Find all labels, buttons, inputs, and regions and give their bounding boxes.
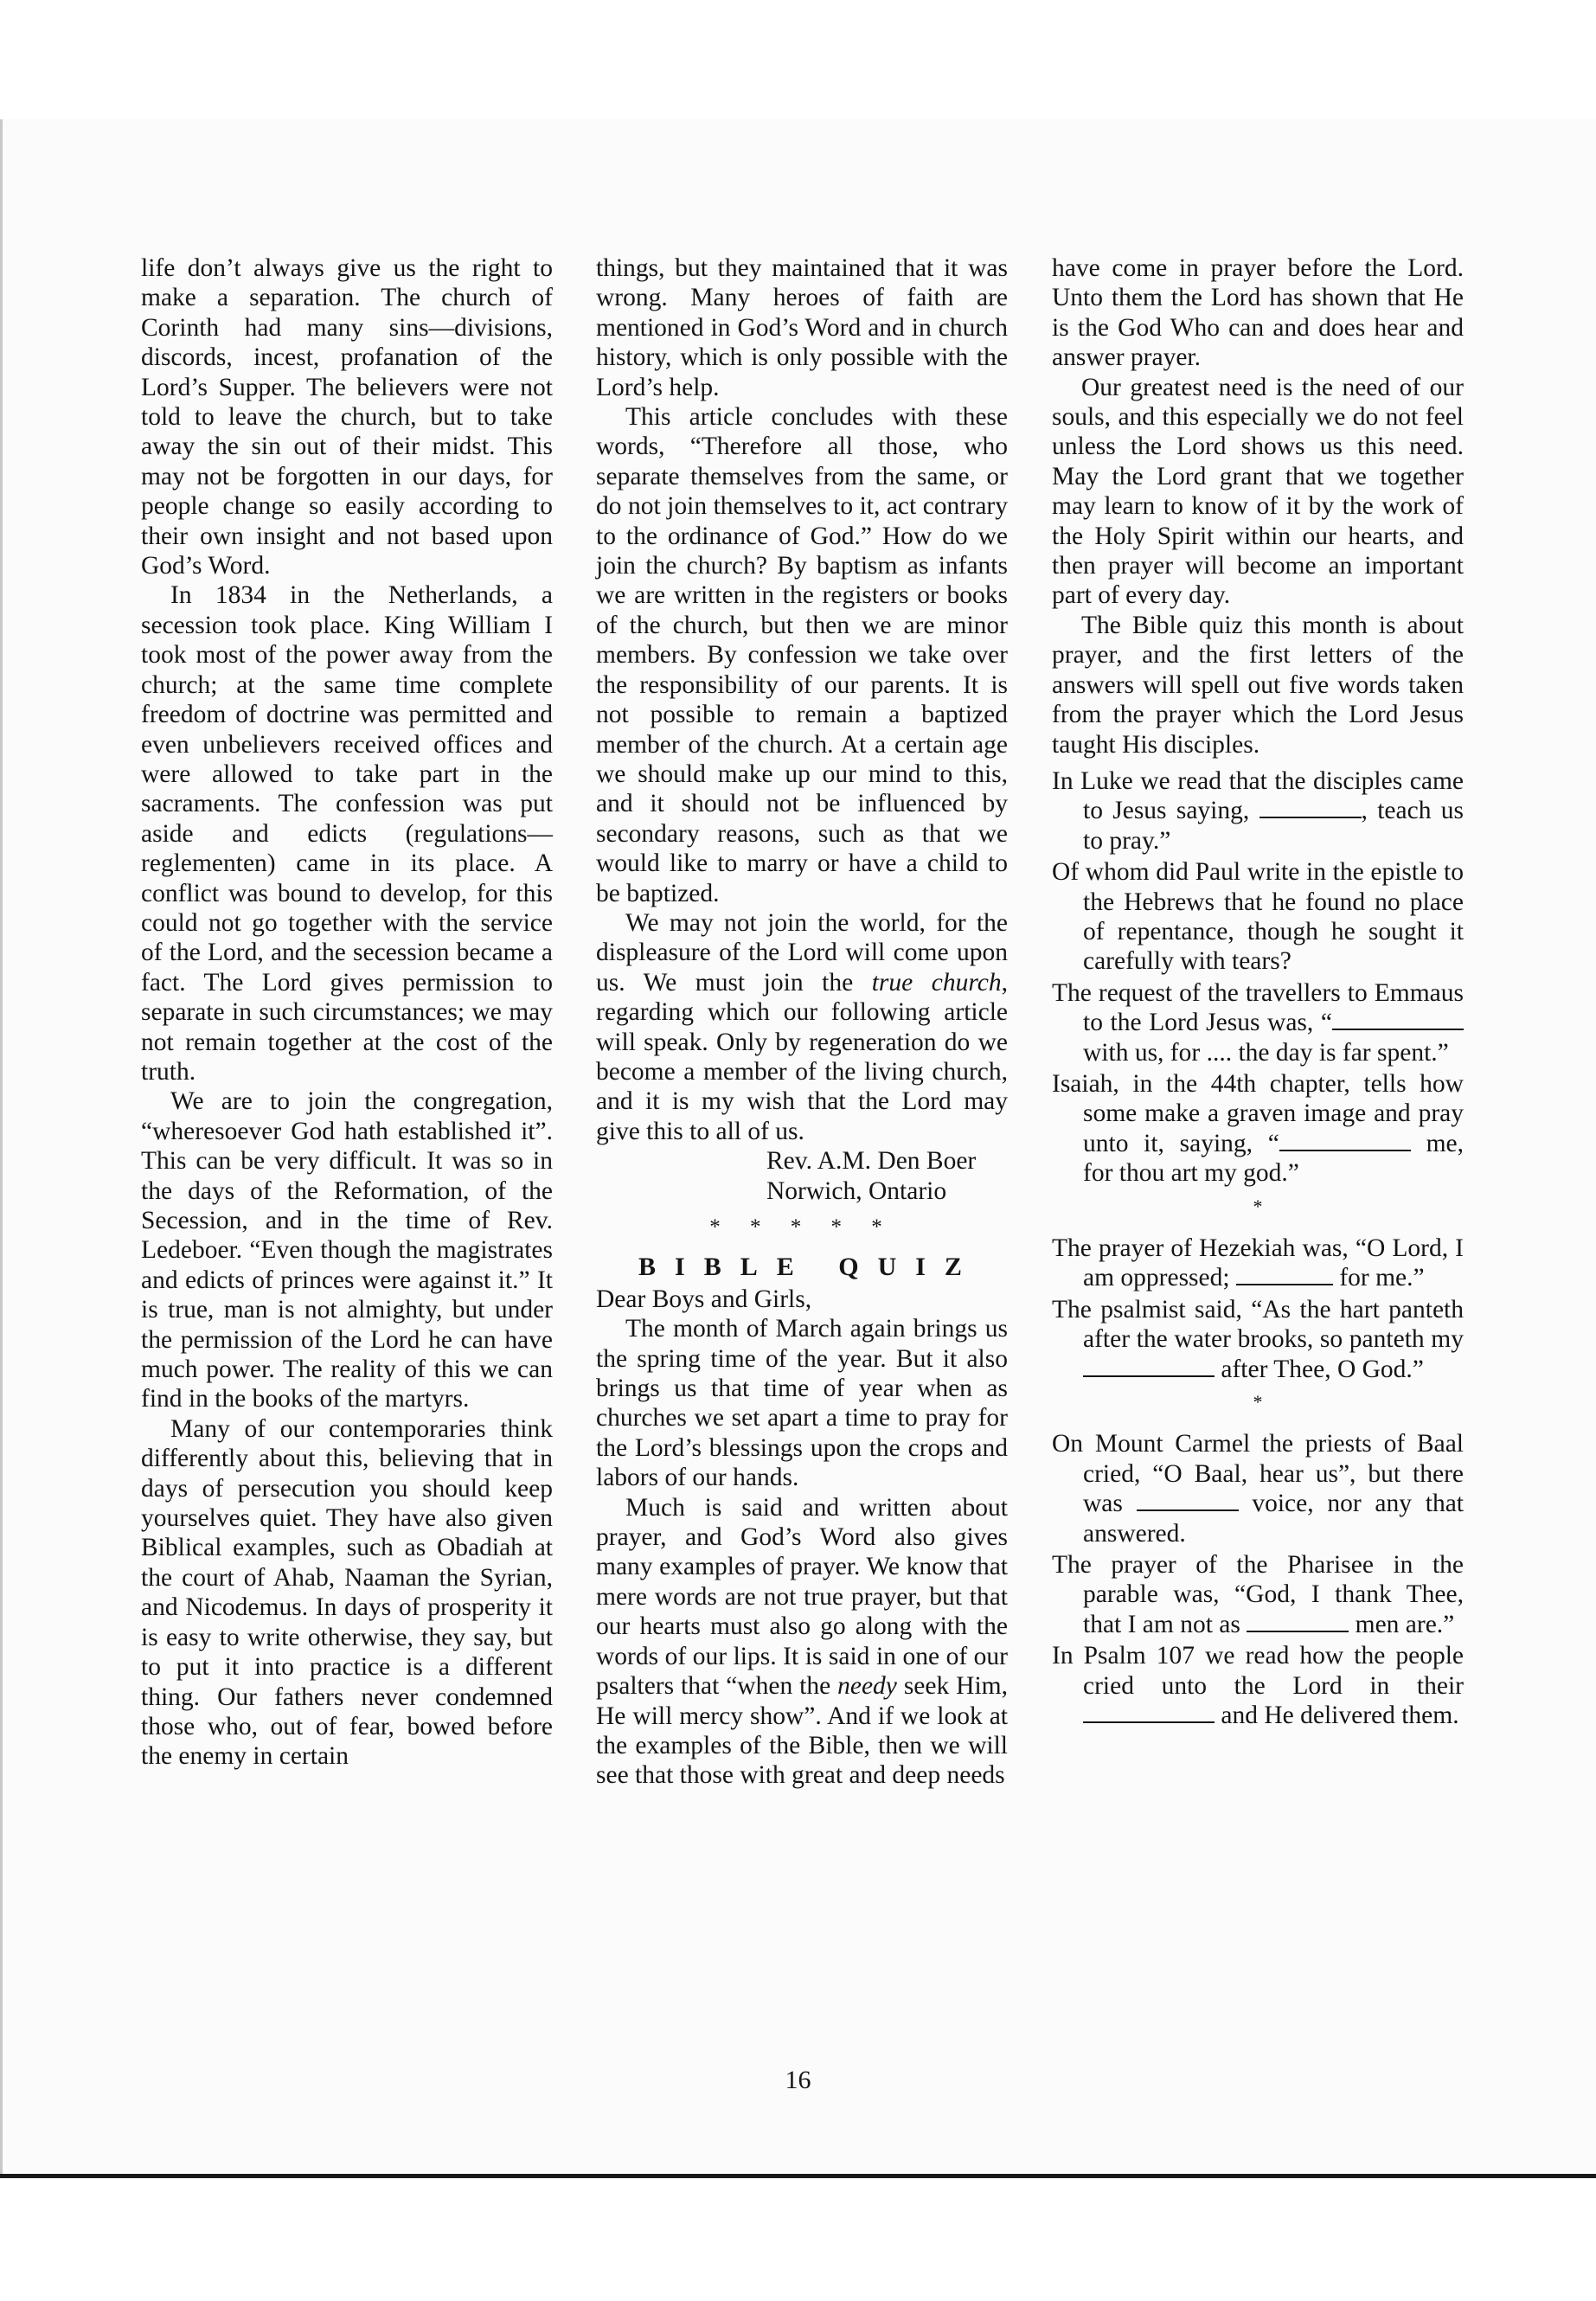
quiz-paragraph: The Bible quiz this month is about prayer, and the first letters of the answers will spell out five words taken from the prayer which the Lord Jesus taught His disciples. — [1052, 611, 1464, 759]
question-separator: * — [1253, 1391, 1263, 1413]
scan-margin-top — [0, 0, 1596, 119]
question-separator: * — [1253, 1195, 1263, 1217]
italic-text: true church — [871, 968, 1002, 997]
text-segment: We may not join the world, for the displeasure of the Lord will come upon us. We must join the — [596, 908, 1008, 997]
question-text: The prayer of Hezekiah was, “O Lord, I am oppressed; — [1052, 1234, 1464, 1292]
answer-blank — [1137, 1490, 1239, 1511]
quiz-question — [1052, 1295, 1464, 1384]
question-text: Of whom did Paul write in the epistle to the Hebrews that he found no place of repentance, though he sought it carefully with tears? — [1052, 858, 1464, 976]
quiz-paragraph — [596, 1493, 1008, 1791]
answer-blank — [1083, 1356, 1215, 1377]
quiz-paragraph: Our greatest need is the need of our souls, and this especially we do not feel unless the Lord shows us this need. May the Lord grant that we together may learn to know of it by the work of the Holy Spirit within our hearts, and then prayer will become an important part of every day. — [1052, 373, 1464, 610]
question-text: In Psalm 107 we read how the people cried unto the Lord in their — [1052, 1642, 1464, 1700]
answer-blank — [1332, 1009, 1464, 1030]
question-text: In Luke we read that the disciples came to Jesus saying, — [1052, 766, 1464, 825]
question-text: The psalmist said, “As the hart panteth after the water brooks, so panteth my — [1052, 1295, 1464, 1354]
quiz-question — [1052, 857, 1464, 977]
question-text: men are.” — [1349, 1610, 1455, 1638]
quiz-paragraph: have come in prayer before the Lord. Unto them the Lord has shown that He is the God Who can and does hear and answer prayer. — [1052, 254, 1464, 372]
page-number: 16 — [785, 2066, 811, 2094]
quiz-greeting: Dear Boys and Girls, — [596, 1285, 812, 1313]
text-segment: Much is said and written about prayer, and God’s Word also gives many examples of prayer. We know that mere words are not true prayer, but that our hearts must also go along with the words of our lips. It is said in one of our psalters that “when the — [596, 1493, 1008, 1701]
answer-blank — [1279, 1131, 1411, 1151]
text-segment: seek Him, He will mercy show”. And if we look at the examples of the Bible, then we will see that those with great and deep needs — [596, 1672, 1008, 1790]
question-text: with us, for .... the day is far spent.” — [1083, 1038, 1449, 1067]
article-column-2 — [596, 253, 1008, 1791]
article-paragraph: Many of our contemporaries think differently about this, believing that in days of persecution you should keep yourselves quiet. They have also given Biblical examples, such as Obadiah at the court of Ahab, Naaman the Syrian, and Nicodemus. In days of prosperity it is easy to write otherwise, they say, but to put it into practice is a different thing. Our fathers never condemned those who, out of fear, bowed before the enemy in certain — [141, 1414, 553, 1771]
quiz-paragraph: The month of March again brings us the spring time of the year. But it also brings us that time of year when as churches we set apart a time to pray for the Lord’s blessings upon the crops and labors of our hands. — [596, 1315, 1008, 1492]
question-text: after Thee, O God.” — [1215, 1355, 1424, 1383]
article-column-3 — [1052, 253, 1464, 1733]
article-paragraph — [596, 908, 1008, 1146]
quiz-question — [1052, 1069, 1464, 1189]
quiz-question — [1052, 1550, 1464, 1639]
question-text: Isaiah, in the 44th chapter, tells how some make a graven image and pray unto it, saying, “ — [1052, 1069, 1464, 1157]
question-text: and He delivered them. — [1215, 1702, 1459, 1730]
quiz-question — [1052, 1234, 1464, 1293]
scan-margin-bottom — [0, 2178, 1596, 2301]
quiz-heading: BIBLE QUIZ — [638, 1253, 981, 1282]
section-divider-stars: * * * * * — [709, 1215, 894, 1239]
question-text: The prayer of the Pharisee in the parable was, “God, I thank Thee, that I am not as — [1052, 1551, 1464, 1638]
article-paragraph: We are to join the congregation, “wheresoever God hath established it”. This can be very difficult. It was so in the days of the Reformation, of the Secession, and in the time of Rev. Ledeboer. “Even though the magistrates and edicts of princes were against it.” It is true, man is not almighty, but under the permission of the Lord he can have much power. The reality of this we can find in the books of the martyrs. — [141, 1087, 553, 1413]
answer-blank — [1083, 1702, 1215, 1723]
text-segment: , regarding which our following article will speak. Only by regeneration do we become a member of the living church, and it is my wish that the Lord may give this to all of us. — [596, 968, 1009, 1145]
quiz-question — [1052, 1429, 1464, 1548]
italic-text: needy — [837, 1672, 897, 1701]
question-text: On Mount Carmel the priests of Baal cried, “O Baal, hear us”, but there was — [1052, 1430, 1464, 1518]
question-text: for me.” — [1332, 1264, 1425, 1292]
question-text: me, for thou art my god.” — [1083, 1129, 1464, 1188]
article-paragraph: This article concludes with these words, “Therefore all those, who separate themselves from the same, or do not join themselves to it, act contrary to the ordinance of God.” How do we join the church? By baptism as infants we are written in the registers or books of the church, but then we are minor members. By confession we take over the responsibility of our parents. It is not possible to remain a baptized member of the church. At a certain age we should make up our mind to this, and it should not be influenced by secondary reasons, such as that we would like to marry or have a child to be baptized. — [596, 403, 1008, 907]
author-name: Rev. A.M. Den Boer — [766, 1147, 977, 1176]
answer-blank — [1247, 1612, 1349, 1632]
article-column-1 — [141, 253, 553, 1772]
article-paragraph: things, but they maintained that it was wrong. Many heroes of faith are mentioned in God’s Word and in church history, which is only possible with the Lord’s help. — [596, 254, 1008, 401]
quiz-question — [1052, 766, 1464, 856]
author-location: Norwich, Ontario — [766, 1176, 947, 1205]
answer-blank — [1259, 798, 1362, 818]
quiz-question — [1052, 978, 1464, 1067]
question-text: , teach us to pray.” — [1083, 797, 1464, 855]
question-text: voice, nor any that answered. — [1083, 1490, 1464, 1548]
answer-blank — [1236, 1265, 1333, 1285]
page-edge-left — [0, 119, 3, 2174]
quiz-question — [1052, 1641, 1464, 1730]
question-text: The request of the travellers to Emmaus to the Lord Jesus was, “ — [1052, 978, 1464, 1037]
article-paragraph: In 1834 in the Netherlands, a secession took place. King William I took most of the power away from the church; at the same time complete freedom of doctrine was permitted and even unbelievers received offices and were allowed to take part in the sacraments. The confession was put aside and edicts (regulations—reglementen) came in its place. A conflict was bound to develop, for this could not go together with the service of the Lord, and the secession became a fact. The Lord gives permission to separate in such circumstances; we may not remain together at the cost of the truth. — [141, 581, 553, 1086]
article-paragraph: life don’t always give us the right to make a separation. The church of Corinth had many sins—divisions, discords, incest, profanation of the Lord’s Supper. The believers were not told to leave the church, but to take away the sin out of their midst. This may not be forgotten in our days, for people change so easily according to their own insight and not based upon God’s Word. — [141, 254, 553, 580]
